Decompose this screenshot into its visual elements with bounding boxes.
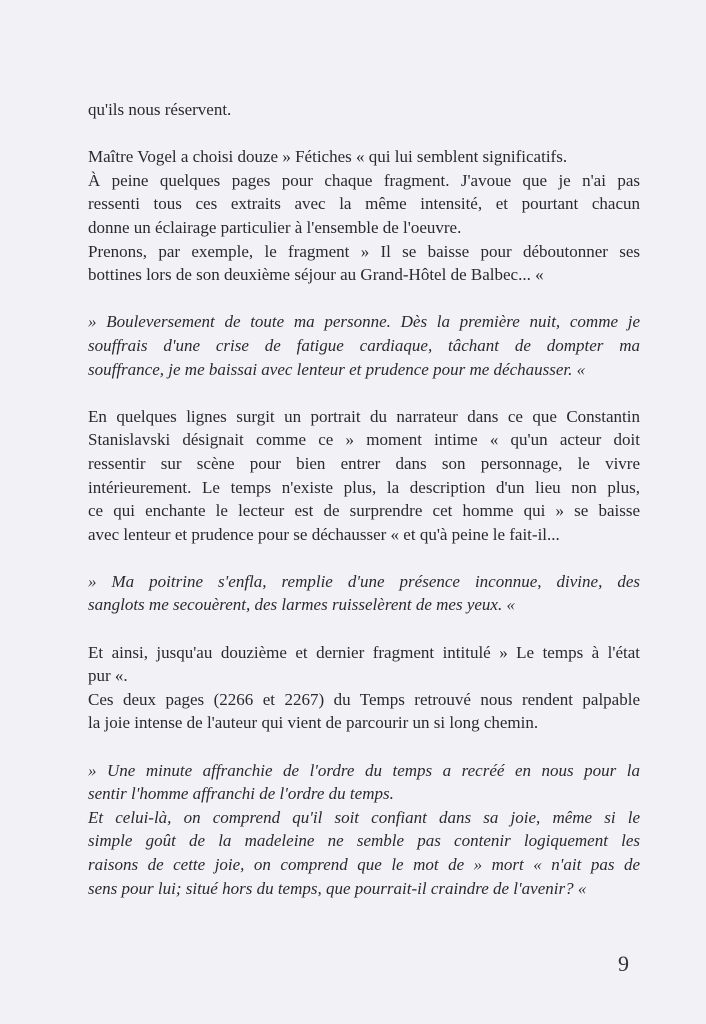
page-text <box>88 98 640 900</box>
text-line: pur «. <box>88 666 128 686</box>
body-paragraph <box>88 169 640 240</box>
paragraph-gap <box>88 617 640 641</box>
text-line: intérieurement. Le temps n'existe plus, la description d'un lieu non plus, <box>88 477 640 497</box>
text-line: Et ainsi, jusqu'au douzième et dernier fragment intitulé » Le temps à l'état <box>88 642 640 662</box>
text-line: qu'ils nous réservent. <box>88 100 232 119</box>
text-line: Ces deux pages (2266 et 2267) du Temps retrouvé nous rendent palpable <box>88 689 640 709</box>
paragraph-gap <box>88 287 640 311</box>
text-line: souffrais d'une crise de fatigue cardiaque, tâchant de dompter ma <box>88 335 640 355</box>
text-line: bottines lors de son deuxième séjour au Grand-Hôtel de Balbec... « <box>88 265 544 285</box>
text-line: avec lenteur et prudence pour se déchausser « et qu'à peine le fait-il... <box>88 524 560 544</box>
paragraph-gap <box>88 546 640 570</box>
text-line: donne un éclairage particulier à l'ensemble de l'oeuvre. <box>88 217 462 237</box>
body-paragraph <box>88 240 640 287</box>
text-line: simple goût de la madeleine ne semble pas contenir logiquement les <box>88 831 640 851</box>
text-line: sentir l'homme affranchi de l'ordre du temps. <box>88 784 394 804</box>
text-line: sanglots me secouèrent, des larmes ruisselèrent de mes yeux. « <box>88 595 515 615</box>
text-line: » Ma poitrine s'enfla, remplie d'une présence inconnue, divine, des <box>88 571 640 591</box>
text-line: En quelques lignes surgit un portrait du narrateur dans ce que Constantin <box>88 406 640 426</box>
text-line: Maître Vogel a choisi douze » Fétiches « qui lui semblent significatifs. <box>88 147 568 167</box>
text-line: raisons de cette joie, on comprend que le mot de » mort « n'ait pas de <box>88 855 640 874</box>
page-number: 9 <box>618 951 629 976</box>
text-line: Prenons, par exemple, le fragment » Il se baisse pour déboutonner ses <box>88 241 640 261</box>
quote-paragraph <box>88 806 640 900</box>
body-paragraph <box>88 405 640 547</box>
paragraph-gap <box>88 381 640 405</box>
body-paragraph <box>88 98 640 122</box>
quote-paragraph <box>88 759 640 806</box>
quote-paragraph <box>88 310 640 381</box>
text-line: ressentir sur scène pour bien entrer dans son personnage, le vivre <box>88 453 640 473</box>
text-line: ce qui enchante le lecteur est de surprendre cet homme qui » se baisse <box>88 501 640 521</box>
body-paragraph <box>88 145 640 169</box>
paragraph-gap <box>88 122 640 146</box>
text-line: » Bouleversement de toute ma personne. Dès la première nuit, comme je <box>88 312 640 332</box>
text-line: À peine quelques pages pour chaque fragment. J'avoue que je n'ai pas <box>88 170 640 190</box>
body-paragraph <box>88 688 640 735</box>
text-line: ressenti tous ces extraits avec la même intensité, et pourtant chacun <box>88 194 640 214</box>
text-line: la joie intense de l'auteur qui vient de parcourir un si long chemin. <box>88 713 539 733</box>
text-line: sens pour lui; situé hors du temps, que pourrait-il craindre de l'avenir? « <box>88 878 587 898</box>
text-line: Et celui-là, on comprend qu'il soit confiant dans sa joie, même si le <box>88 807 640 827</box>
body-paragraph <box>88 641 640 688</box>
text-line: » Une minute affranchie de l'ordre du temps a recréé en nous pour la <box>88 760 640 780</box>
quote-paragraph <box>88 570 640 617</box>
paragraph-gap <box>88 735 640 759</box>
text-line: Stanislavski désignait comme ce » moment intime « qu'un acteur doit <box>88 430 640 450</box>
text-line: souffrance, je me baissai avec lenteur et prudence pour me déchausser. « <box>88 359 586 379</box>
